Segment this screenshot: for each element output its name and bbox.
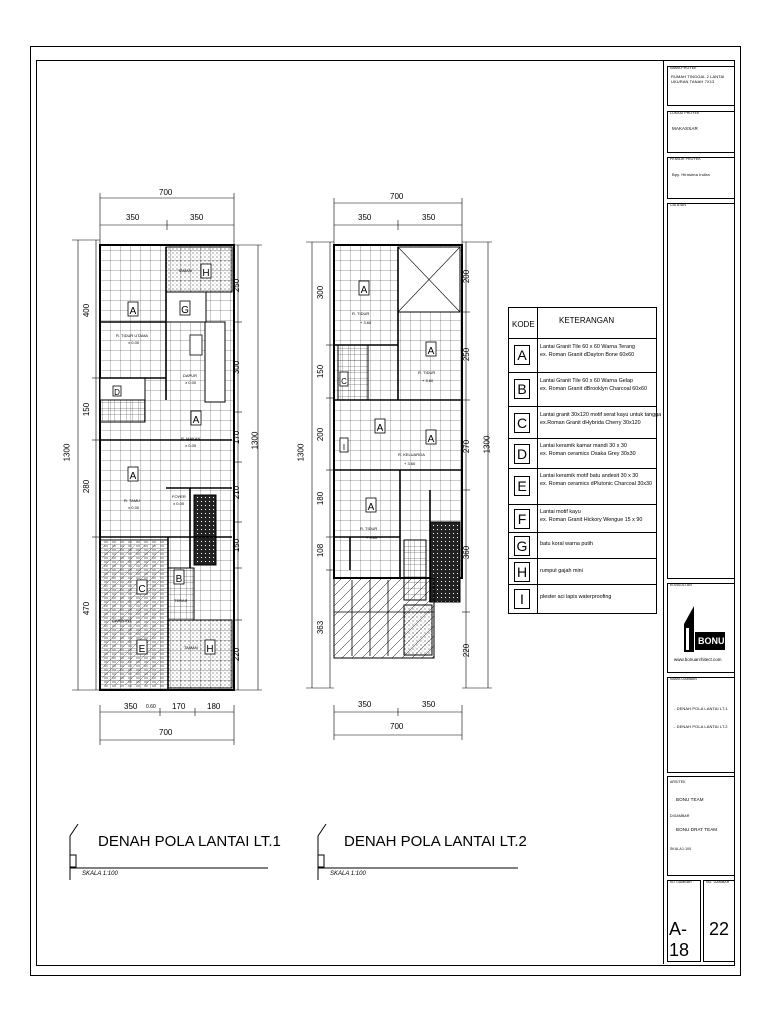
svg-text:H: H [202, 268, 210, 279]
legend-code: D [514, 444, 530, 464]
plan1-dim-left: 280 [82, 479, 92, 494]
plan2-dim-left-total: 1300 [296, 443, 306, 462]
drawing-name-label: NAMA GAMBAR [670, 677, 698, 681]
svg-text:A: A [427, 434, 435, 445]
legend-code-header: KODE [512, 320, 535, 329]
legend-code: C [514, 413, 530, 433]
legend-code: I [514, 589, 530, 609]
legend-code: H [514, 562, 530, 582]
plan2-dim-bottom-total: 700 [390, 722, 404, 731]
level-label: + 3.60 [404, 461, 416, 466]
plan2-dim-right: 270 [462, 439, 472, 454]
svg-text:C: C [341, 377, 347, 386]
notes-label: CATATAN [670, 203, 686, 207]
plan1-dim-right: 150 [232, 538, 242, 553]
legend-code: F [514, 509, 530, 529]
svg-text:A: A [192, 415, 200, 426]
legend-code: E [514, 476, 530, 496]
plan1-dim-right: 210 [232, 485, 242, 500]
plan2-dim-bottom: 350 [422, 700, 436, 709]
level-label: ± 0.00 [185, 380, 197, 385]
plan2-dim-top-total: 700 [390, 192, 404, 201]
level-label: ± 0.00 [173, 501, 185, 506]
legend-code: A [514, 345, 530, 365]
project-name-label: NAMA PROYEK [670, 66, 697, 70]
legend-desc: Lantai granit 30x120 motif serat kayu untuk tangga ex.Roman Granit dHybrida Cherry 30x120 [540, 412, 662, 426]
legend-desc: Lantai motif kayu ex. Roman Granit Hickory Wengue 15 x 90 [540, 509, 643, 523]
scale-label: SKALA [670, 847, 682, 851]
level-label: ± 0.00 [128, 340, 140, 345]
level-label: ± 0.00 [128, 505, 140, 510]
sheet-number: 22 [709, 919, 730, 939]
room-label: R. TIDUR [418, 370, 436, 375]
consultant-label: KONSULTAN [670, 583, 692, 587]
legend-desc: rumput gajah mini [540, 568, 583, 574]
room-label: DAPUR [183, 373, 198, 378]
plan1-dim-bottom: 0.60 [146, 704, 156, 710]
svg-text:A: A [367, 502, 375, 513]
room-label: R. KELUARGA [398, 452, 425, 457]
plan1-dim-top: 350 [126, 213, 140, 222]
svg-text:A: A [427, 346, 435, 357]
room-label: TAMAN [184, 645, 198, 650]
svg-text:C: C [138, 584, 146, 595]
sheet-number-label: NO. GAMBAR [706, 880, 730, 884]
plan1-dim-right: 250 [232, 278, 242, 293]
plan2-scale: SKALA 1:100 [330, 871, 366, 877]
svg-text:A: A [129, 471, 137, 482]
plan2-dim-top: 350 [422, 213, 436, 222]
plan2-dim-right: 360 [462, 545, 472, 560]
consultant-website: www.bonuarchitect.com [674, 657, 722, 662]
plan2-dim-left: 150 [316, 364, 326, 379]
plan1-dim-right-total: 1300 [250, 431, 260, 450]
plan2-dim-left: 200 [316, 427, 326, 442]
plan1-dim-right: 220 [232, 647, 242, 662]
location-value: MAKASSAR [672, 126, 698, 131]
drawing-list-item: - DENAH POLA LANTAI LT.2 [674, 724, 728, 729]
room-label: R. TAMU [124, 498, 141, 503]
svg-text:E: E [138, 644, 146, 655]
plan2-title: DENAH POLA LANTAI LT.2 [344, 833, 527, 850]
legend-desc: batu koral warna putih [540, 541, 594, 547]
architect-label: ARSITEK [670, 780, 686, 784]
plan1-title: DENAH POLA LANTAI LT.1 [98, 833, 281, 850]
plan2-dim-left: 300 [316, 285, 326, 300]
plan1-dim-left: 400 [82, 303, 92, 318]
level-label: + 3.60 [360, 320, 372, 325]
sheet-code-label: KD GAMBAR [670, 880, 692, 884]
drawing-list-item: - DENAH POLA LANTAI LT.1 [674, 706, 728, 711]
svg-text:A: A [129, 306, 137, 317]
plan2-dim-left: 180 [316, 491, 326, 506]
plan1-dim-right: 300 [232, 360, 242, 375]
plan1-dim-left: 150 [82, 402, 92, 417]
plan1-dim-left: 470 [82, 601, 92, 616]
plan1-dim-bottom-total: 700 [159, 728, 173, 737]
plan2-dim-right: 220 [462, 643, 472, 658]
plan1-dim-top: 350 [190, 213, 204, 222]
room-label: R. TIDUR UTAMA [116, 333, 149, 338]
room-label: FOYER [172, 494, 186, 499]
plan1-dim-bottom: 170 [172, 702, 186, 711]
owner-value: Bpy. Hirosima Indira [672, 172, 710, 177]
plan1-dim-left-total: 1300 [62, 443, 72, 462]
room-label: CARPORT [112, 618, 132, 623]
architect-value: BONU TEAM [676, 797, 704, 802]
legend-desc: Lantai keramik motif batu andesit 30 x 30 ex. Roman ceramics dPlutonic Charcoal 30x30 [540, 473, 653, 487]
level-label: ± 0.00 [185, 443, 197, 448]
svg-text:A: A [376, 423, 384, 434]
legend-desc: Lantai keramik kamar mandi 30 x 30 ex. Roman ceramics Osaka Grey 30x30 [540, 443, 636, 457]
plan2-dim-left: 363 [316, 620, 326, 635]
plan2-dim-right: 250 [462, 347, 472, 362]
drafter-value: BONU DRAT TEAM [676, 827, 718, 832]
owner-label: PEMILIK PROYEK [670, 157, 701, 161]
level-label: + 3.60 [366, 535, 378, 540]
legend-desc: Lantai Granit Tile 60 x 60 Warna Terang ex. Roman Granit dDayton Bone 60x60 [540, 344, 635, 358]
room-label: R. TIDUR [352, 311, 370, 316]
svg-text:H: H [206, 644, 214, 655]
legend-desc-header: KETERANGAN [559, 316, 615, 325]
svg-text:B: B [175, 574, 183, 585]
project-name-line2: UKURAN TANAH 7X13 [671, 79, 715, 84]
room-label: TERAS [174, 598, 188, 603]
svg-text:I: I [342, 443, 346, 452]
plan2-dim-right: 200 [462, 269, 472, 284]
level-label: + 3.60 [422, 378, 434, 383]
sheet-code: A-18 [669, 919, 690, 960]
legend-code: B [514, 379, 530, 399]
room-label: TAMAN [178, 268, 192, 273]
svg-text:D: D [114, 388, 120, 397]
plan2-dim-bottom: 350 [358, 700, 372, 709]
room-label: R. TIDUR [360, 526, 378, 531]
legend-desc: Lantai Granit Tile 60 x 60 Warna Gelap ex. Roman Granit dBrooklyn Charcoal 60x60 [540, 378, 647, 392]
plan2-dim-top: 350 [358, 213, 372, 222]
plan1-scale: SKALA 1:100 [82, 871, 118, 877]
scale-value: 1:100 [682, 847, 692, 851]
location-label: LOKASI PROYEK [670, 111, 700, 115]
project-name-line1: RUMAH TINGGAL 2 LANTAI [671, 74, 725, 79]
plan1-dim-bottom: 180 [207, 702, 221, 711]
plan2-dim-right-total: 1300 [482, 435, 492, 454]
plan1-dim-bottom: 350 [124, 702, 138, 711]
plan2-dim-left: 108 [316, 543, 326, 558]
legend-desc: plester aci lapis waterproofing [540, 594, 612, 600]
plan1-dim-top-total: 700 [159, 188, 173, 197]
legend-code: G [514, 536, 530, 556]
room-label: R. MAKAN [181, 436, 201, 441]
plan1-dim-right: 170 [232, 430, 242, 445]
svg-text:G: G [181, 305, 189, 316]
svg-text:BONU: BONU [698, 636, 725, 646]
drafter-label: DIGAMBAR [670, 814, 690, 818]
svg-text:A: A [360, 285, 368, 296]
